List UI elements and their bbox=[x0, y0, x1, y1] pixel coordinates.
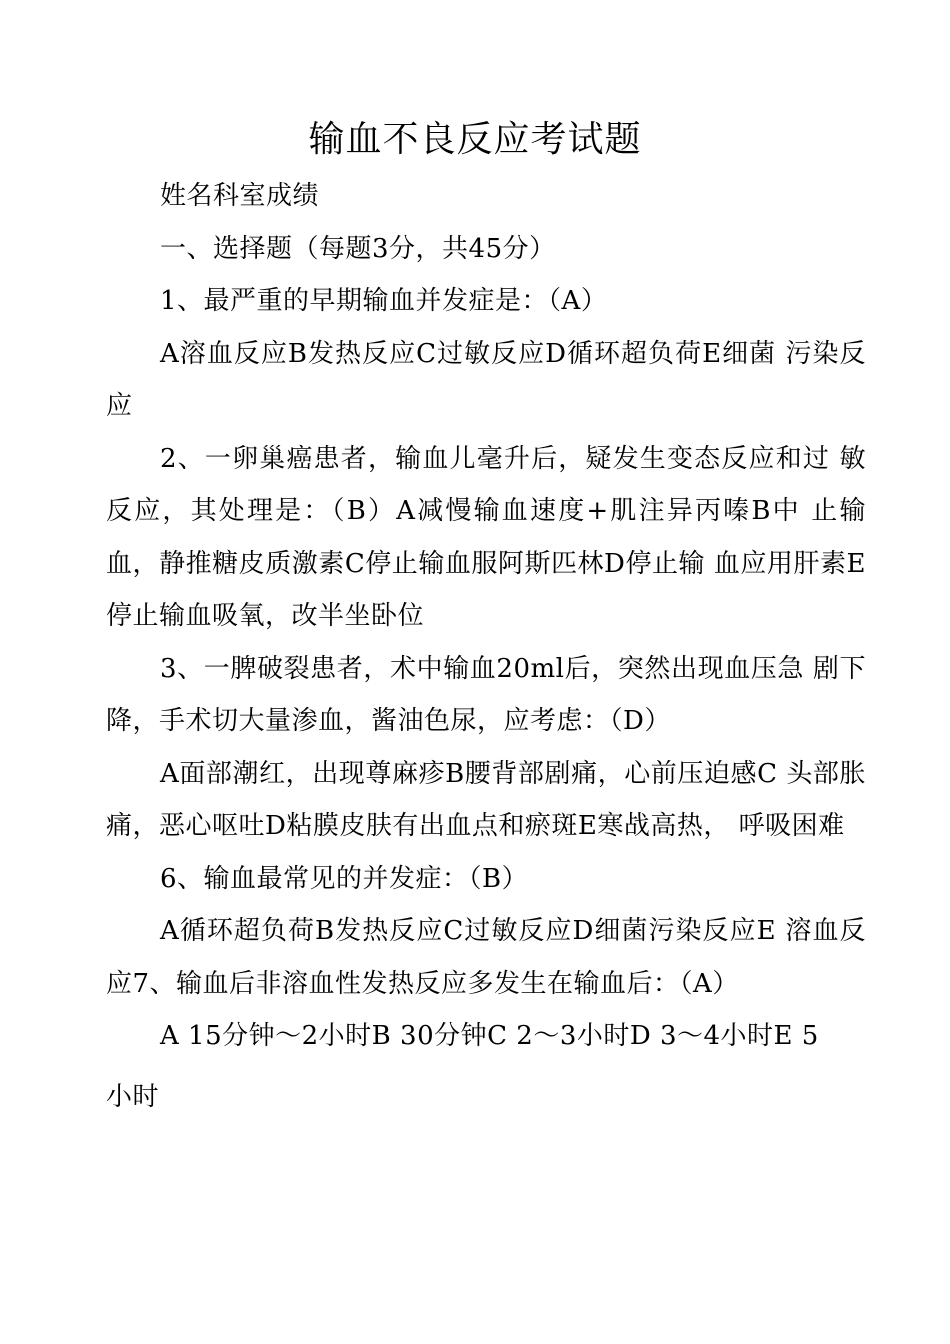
question-7-options: A 15分钟〜2小时B 30分钟C 2〜3小时D 3〜4小时E 5 bbox=[160, 1021, 819, 1051]
question-3-options: A面部潮红，出现尊麻疹B腰背部剧痛，心前压迫感C 头部胀痛，恶心呕吐D粘膜皮肤有出血点和瘀斑E寒战高热， 呼吸困难 bbox=[106, 758, 866, 841]
header-fields: 姓名科室成绩 bbox=[160, 181, 320, 211]
question-1: 1、最严重的早期输血并发症是：（A） bbox=[160, 286, 608, 316]
question-6-options-and-question-7: A循环超负荷B发热反应C过敏反应D细菌污染反应E 溶血反应7、输血后非溶血性发热反应多发生在输血后：（A） bbox=[106, 916, 866, 999]
question-2: 2、一卵巢癌患者，输血儿毫升后，疑发生变态反应和过 敏反应，其处理是：（B）A减慢输血速度+肌注异丙嗪B中 止输血，静推糖皮质激素C停止输血服阿斯匹林D停止输 血应用肝素E停止输血吸氧，改半坐卧位 bbox=[106, 443, 866, 631]
question-3: 3、一脾破裂患者，术中输血20ml后，突然出现血压急 剧下降，手术切大量渗血，酱油色尿，应考虑：（D） bbox=[106, 653, 866, 736]
document-body bbox=[106, 170, 866, 1123]
question-7-options-continued: 小时 bbox=[106, 1081, 160, 1112]
question-1-options: A溶血反应B发热反应C过敏反应D循环超负荷E细菌 污染反应 bbox=[106, 338, 866, 421]
section-heading: 一、选择题（每题3分，共45分） bbox=[160, 233, 556, 264]
question-6: 6、输血最常见的并发症：（B） bbox=[160, 863, 529, 894]
document-title: 输血不良反应考试题 bbox=[308, 119, 642, 160]
